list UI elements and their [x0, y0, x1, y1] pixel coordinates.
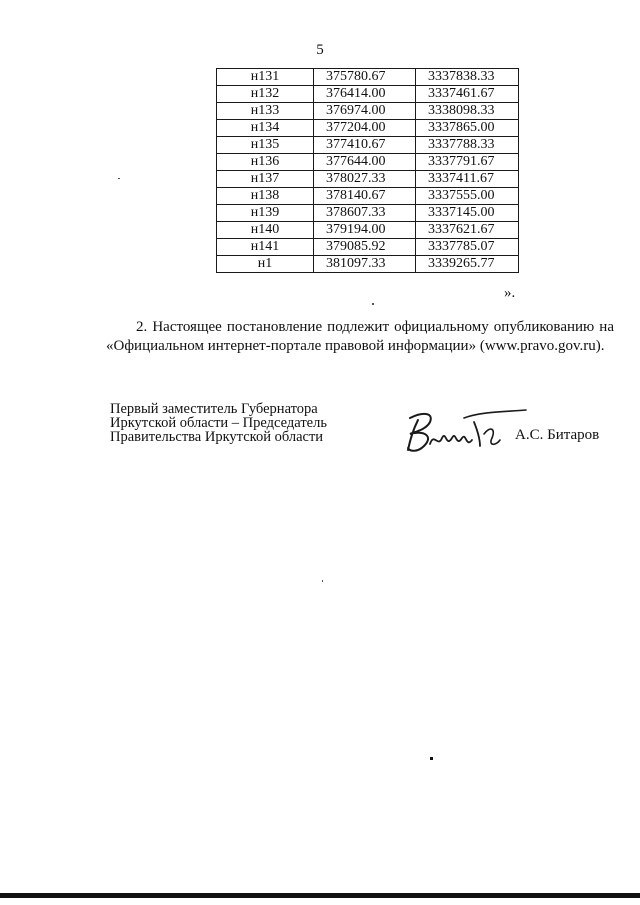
x-cell: 377204.00	[314, 120, 416, 137]
scan-speck	[322, 580, 323, 582]
y-cell: 3337791.67	[416, 154, 519, 171]
scan-speck	[430, 757, 433, 760]
point-cell: н133	[217, 103, 314, 120]
table-row	[217, 188, 519, 205]
table-row	[217, 154, 519, 171]
scan-speck	[118, 178, 120, 179]
point-cell: н136	[217, 154, 314, 171]
coordinates-table-body	[217, 69, 519, 273]
x-cell: 379085.92	[314, 239, 416, 256]
y-cell: 3337411.67	[416, 171, 519, 188]
table-row	[217, 205, 519, 222]
point-cell: н1	[217, 256, 314, 273]
x-cell: 379194.00	[314, 222, 416, 239]
point-cell: н139	[217, 205, 314, 222]
point-cell: н132	[217, 86, 314, 103]
signer-position	[110, 402, 327, 444]
y-cell: 3338098.33	[416, 103, 519, 120]
signer-position-line-3: Правительства Иркутской области	[110, 429, 324, 445]
x-cell: 378140.67	[314, 188, 416, 205]
x-cell: 378027.33	[314, 171, 416, 188]
table-row	[217, 103, 519, 120]
bottom-rule	[0, 893, 640, 898]
y-cell: 3339265.77	[416, 256, 519, 273]
point-cell: н131	[217, 69, 314, 86]
signer-name: А.С. Битаров	[515, 427, 600, 443]
x-cell: 376414.00	[314, 86, 416, 103]
publication-paragraph: 2. Настоящее постановление подлежит официальному опубликованию на «Официальном интернет-портале правовой информации» (www.pravo.gov.ru).	[106, 319, 614, 354]
table-row	[217, 137, 519, 154]
point-cell: н137	[217, 171, 314, 188]
x-cell: 376974.00	[314, 103, 416, 120]
signer-position-line-1: Первый заместитель Губернатора	[110, 401, 318, 417]
y-cell: 3337555.00	[416, 188, 519, 205]
table-row	[217, 256, 519, 273]
handwritten-signature	[400, 404, 530, 460]
x-cell: 375780.67	[314, 69, 416, 86]
point-cell: н135	[217, 137, 314, 154]
y-cell: 3337621.67	[416, 222, 519, 239]
point-cell: н141	[217, 239, 314, 256]
y-cell: 3337865.00	[416, 120, 519, 137]
point-cell: н140	[217, 222, 314, 239]
x-cell: 378607.33	[314, 205, 416, 222]
point-cell: н134	[217, 120, 314, 137]
page-number: 5	[316, 42, 324, 58]
table-row	[217, 222, 519, 239]
x-cell: 377644.00	[314, 154, 416, 171]
y-cell: 3337785.07	[416, 239, 519, 256]
y-cell: 3337838.33	[416, 69, 519, 86]
table-row	[217, 86, 519, 103]
closing-quote: ».	[504, 285, 516, 301]
y-cell: 3337461.67	[416, 86, 519, 103]
point-cell: н138	[217, 188, 314, 205]
table-row	[217, 69, 519, 86]
table-row	[217, 239, 519, 256]
table-row	[217, 120, 519, 137]
y-cell: 3337145.00	[416, 205, 519, 222]
signer-position-line-2: Иркутской области – Председатель	[110, 415, 327, 431]
y-cell: 3337788.33	[416, 137, 519, 154]
scan-speck	[372, 303, 374, 305]
x-cell: 377410.67	[314, 137, 416, 154]
coordinates-table	[216, 68, 519, 273]
table-row	[217, 171, 519, 188]
x-cell: 381097.33	[314, 256, 416, 273]
